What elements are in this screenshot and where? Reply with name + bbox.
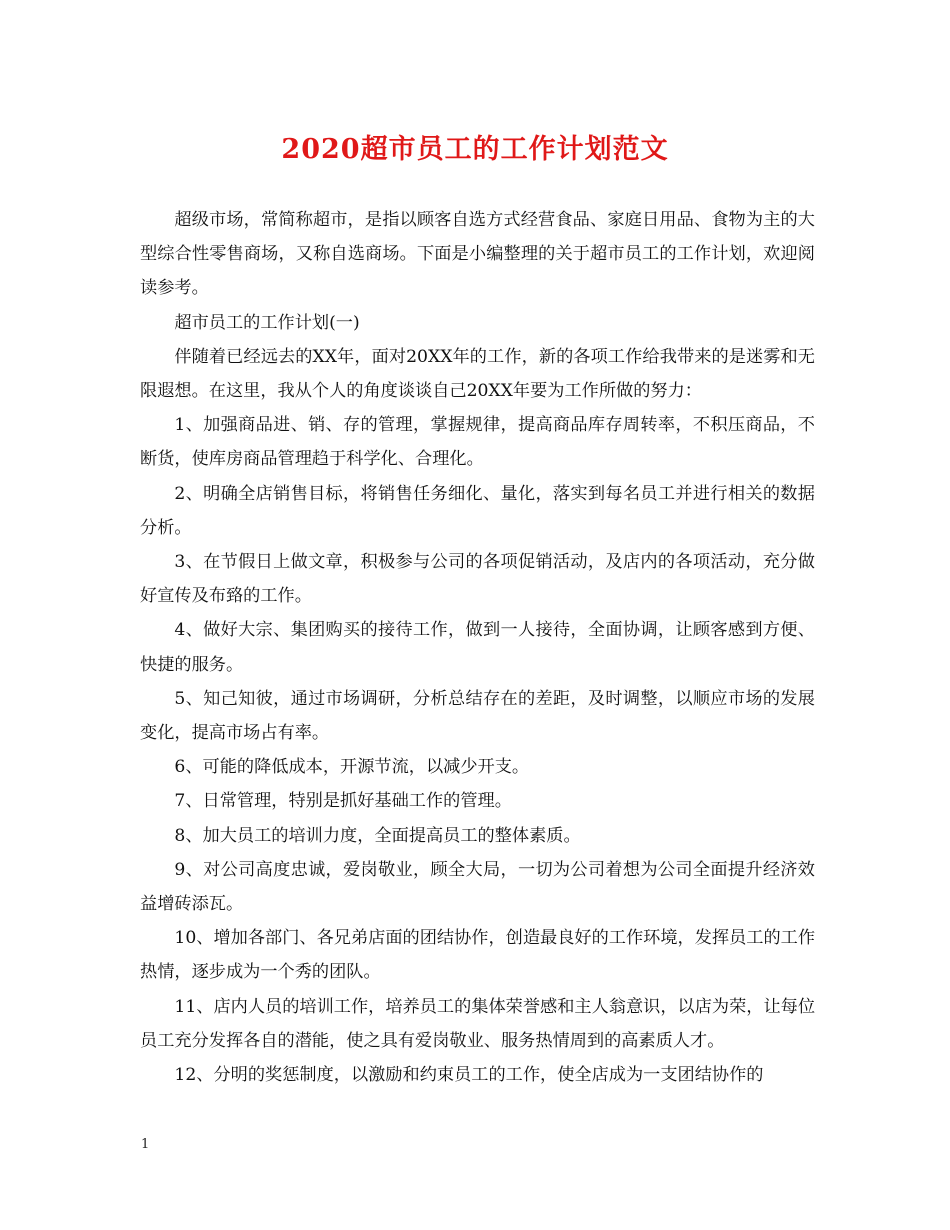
paragraph-opening: 伴随着已经远去的XX年，面对20XX年的工作，新的各项工作给我带来的是迷雾和无限遐想。在这里，我从个人的角度谈谈自己20XX年要为工作所做的努力： (140, 346, 815, 402)
list-item-9: 9、对公司高度忠诚，爱岗敬业，顾全大局，一切为公司着想为公司全面提升经济效益增砖添瓦。 (140, 859, 815, 915)
list-item-1: 1、加强商品进、销、存的管理，掌握规律，提高商品库存周转率，不积压商品，不断货，使库房商品管理趋于科学化、合理化。 (140, 415, 815, 470)
list-item-11: 11、店内人员的培训工作，培养员工的集体荣誉感和主人翁意识，以店为荣，让每位员工充分发挥各自的潜能，使之具有爱岗敬业、服务热情周到的高素质人才。 (140, 996, 816, 1051)
list-item-4: 4、做好大宗、集团购买的接待工作，做到一人接待，全面协调，让顾客感到方便、快捷的服务。 (140, 620, 815, 675)
document-title: 2020超市员工的工作计划范文 (281, 134, 669, 165)
section-heading: 超市员工的工作计划(一) (174, 312, 360, 333)
paragraph-intro: 超级市场，常简称超市，是指以顾客自选方式经营食品、家庭日用品、食物为主的大型综合性零售商场，又称自选商场。下面是小编整理的关于超市员工的工作计划，欢迎阅读参考。 (140, 210, 815, 299)
list-item-8: 8、加大员工的培训力度，全面提高员工的整体素质。 (174, 825, 581, 846)
list-item-7: 7、日常管理，特别是抓好基础工作的管理。 (174, 791, 512, 812)
document-body (140, 203, 815, 1092)
list-item-10: 10、增加各部门、各兄弟店面的团结协作，创造最良好的工作环境，发挥员工的工作热情，逐步成为一个秀的团队。 (140, 928, 816, 983)
list-item-2: 2、明确全店销售目标，将销售任务细化、量化，落实到每名员工并进行相关的数据分析。 (140, 483, 815, 538)
list-item-6: 6、可能的降低成本，开源节流，以减少开支。 (174, 757, 530, 778)
page-number: 1 (141, 1137, 150, 1152)
list-item-12: 12、分明的奖惩制度，以激励和约束员工的工作，使全店成为一支团结协作的 (174, 1065, 764, 1086)
list-item-3: 3、在节假日上做文章，积极参与公司的各项促销活动，及店内的各项活动，充分做好宣传及布臵的工作。 (140, 552, 815, 607)
list-item-5: 5、知己知彼，通过市场调研，分析总结存在的差距，及时调整，以顺应市场的发展变化，提高市场占有率。 (140, 688, 815, 744)
